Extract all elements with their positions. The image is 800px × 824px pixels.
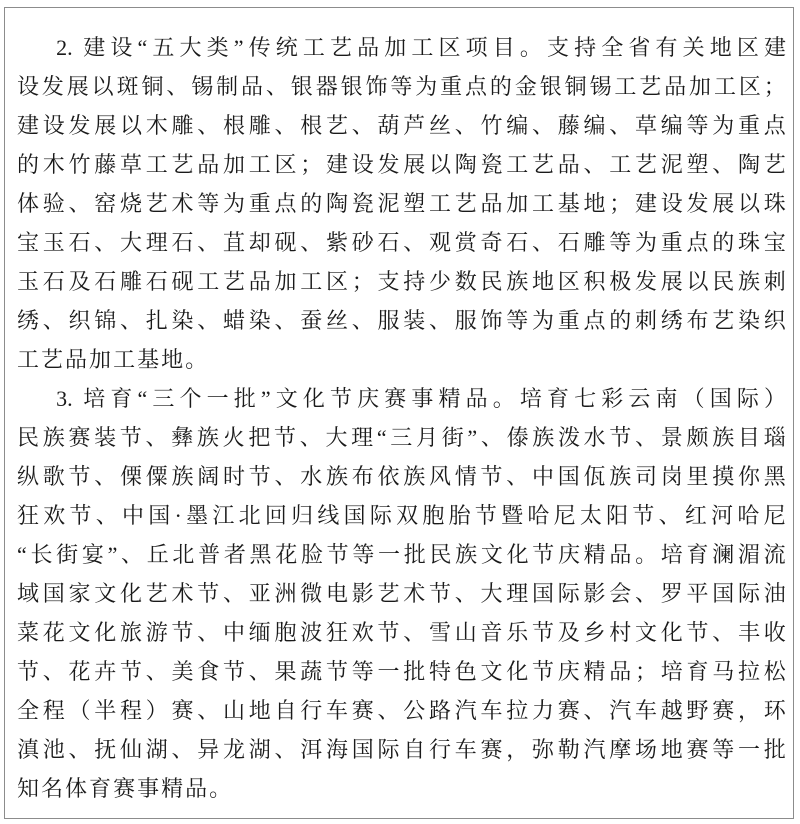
text-line: 域 国 家 文 化 艺 术 节 、 亚 洲 微 电 影 艺 术 节 、 大 理 国 际 影 会 、 罗 平 国 际 油	[17, 581, 786, 606]
text-line: 玉 石 及 石 雕 石 砚 工 艺 品 加 工 区 ； 支 持 少 数 民 族 地 区 积 极 发 展 以 民 族 刺	[17, 269, 786, 294]
text-line: 体 验 、 窑 烧 艺 术 等 为 重 点 的 陶 瓷 泥 塑 工 艺 品 加 工 基 地 ； 建 设 发 展 以 珠	[17, 191, 786, 216]
text-line: 民 族 赛 装 节 、 彝 族 火 把 节 、 大 理 “ 三 月 街 ” 、 傣 族 泼 水 节 、 景 颇 族 目 瑙	[17, 425, 786, 450]
text-line: “ 长 街 宴 ” 、 丘 北 普 者 黑 花 脸 节 等 一 批 民 族 文 化 节 庆 精 品 。 培 育 澜 湄 流	[17, 542, 786, 567]
paragraph-3	[17, 379, 786, 808]
text-line: 全 程 （ 半 程 ） 赛 、 山 地 自 行 车 赛 、 公 路 汽 车 拉 力 赛 、 汽 车 越 野 赛 ， 环	[17, 698, 786, 723]
text-line: 狂 欢 节 、 中 国 · 墨 江 北 回 归 线 国 际 双 胞 胎 节 暨 哈 尼 太 阳 节 、 红 河 哈 尼	[17, 503, 786, 528]
first-line-indent	[17, 405, 51, 406]
text-line: 节 、 花 卉 节 、 美 食 节 、 果 蔬 节 等 一 批 特 色 文 化 节 庆 精 品 ； 培 育 马 拉 松	[17, 659, 786, 684]
text-line: 知 名 体 育 赛 事 精 品 。	[17, 776, 232, 801]
text-line: 3. 培 育 “ 三 个 一 批 ” 文 化 节 庆 赛 事 精 品 。 培 育 七 彩 云 南 （ 国 际 ）	[17, 379, 786, 418]
first-line-indent	[17, 54, 51, 55]
text-line: 设 发 展 以 斑 铜 、 锡 制 品 、 银 器 银 饰 等 为 重 点 的 金 银 铜 锡 工 艺 品 加 工 区 ；	[17, 74, 786, 99]
document-body	[17, 28, 786, 808]
text-line: 纵 歌 节 、 傈 僳 族 阔 时 节 、 水 族 布 依 族 风 情 节 、 中 国 佤 族 司 岗 里 摸 你 黑	[17, 464, 786, 489]
text-line: 建 设 发 展 以 木 雕 、 根 雕 、 根 艺 、 葫 芦 丝 、 竹 编 、 藤 编 、 草 编 等 为 重 点	[17, 113, 786, 138]
text-line: 滇 池 、 抚 仙 湖 、 异 龙 湖 、 洱 海 国 际 自 行 车 赛 ， 弥 勒 汽 摩 场 地 赛 等 一 批	[17, 737, 786, 762]
text-line: 2. 建 设 “ 五 大 类 ” 传 统 工 艺 品 加 工 区 项 目 。 支 持 全 省 有 关 地 区 建	[17, 28, 786, 67]
text-line: 绣 、 织 锦 、 扎 染 、 蜡 染 、 蚕 丝 、 服 装 、 服 饰 等 为 重 点 的 刺 绣 布 艺 染 织	[17, 308, 786, 333]
text-line: 的 木 竹 藤 草 工 艺 品 加 工 区 ； 建 设 发 展 以 陶 瓷 工 艺 品 、 工 艺 泥 塑 、 陶 艺	[17, 152, 786, 177]
text-line: 菜 花 文 化 旅 游 节 、 中 缅 胞 波 狂 欢 节 、 雪 山 音 乐 节 及 乡 村 文 化 节 、 丰 收	[17, 620, 786, 645]
page-border-frame	[4, 7, 794, 819]
text-line: 工 艺 品 加 工 基 地 。	[17, 347, 208, 372]
text-line: 宝 玉 石 、 大 理 石 、 苴 却 砚 、 紫 砂 石 、 观 赏 奇 石 、 石 雕 等 为 重 点 的 珠 宝	[17, 230, 786, 255]
paragraph-2	[17, 28, 786, 379]
